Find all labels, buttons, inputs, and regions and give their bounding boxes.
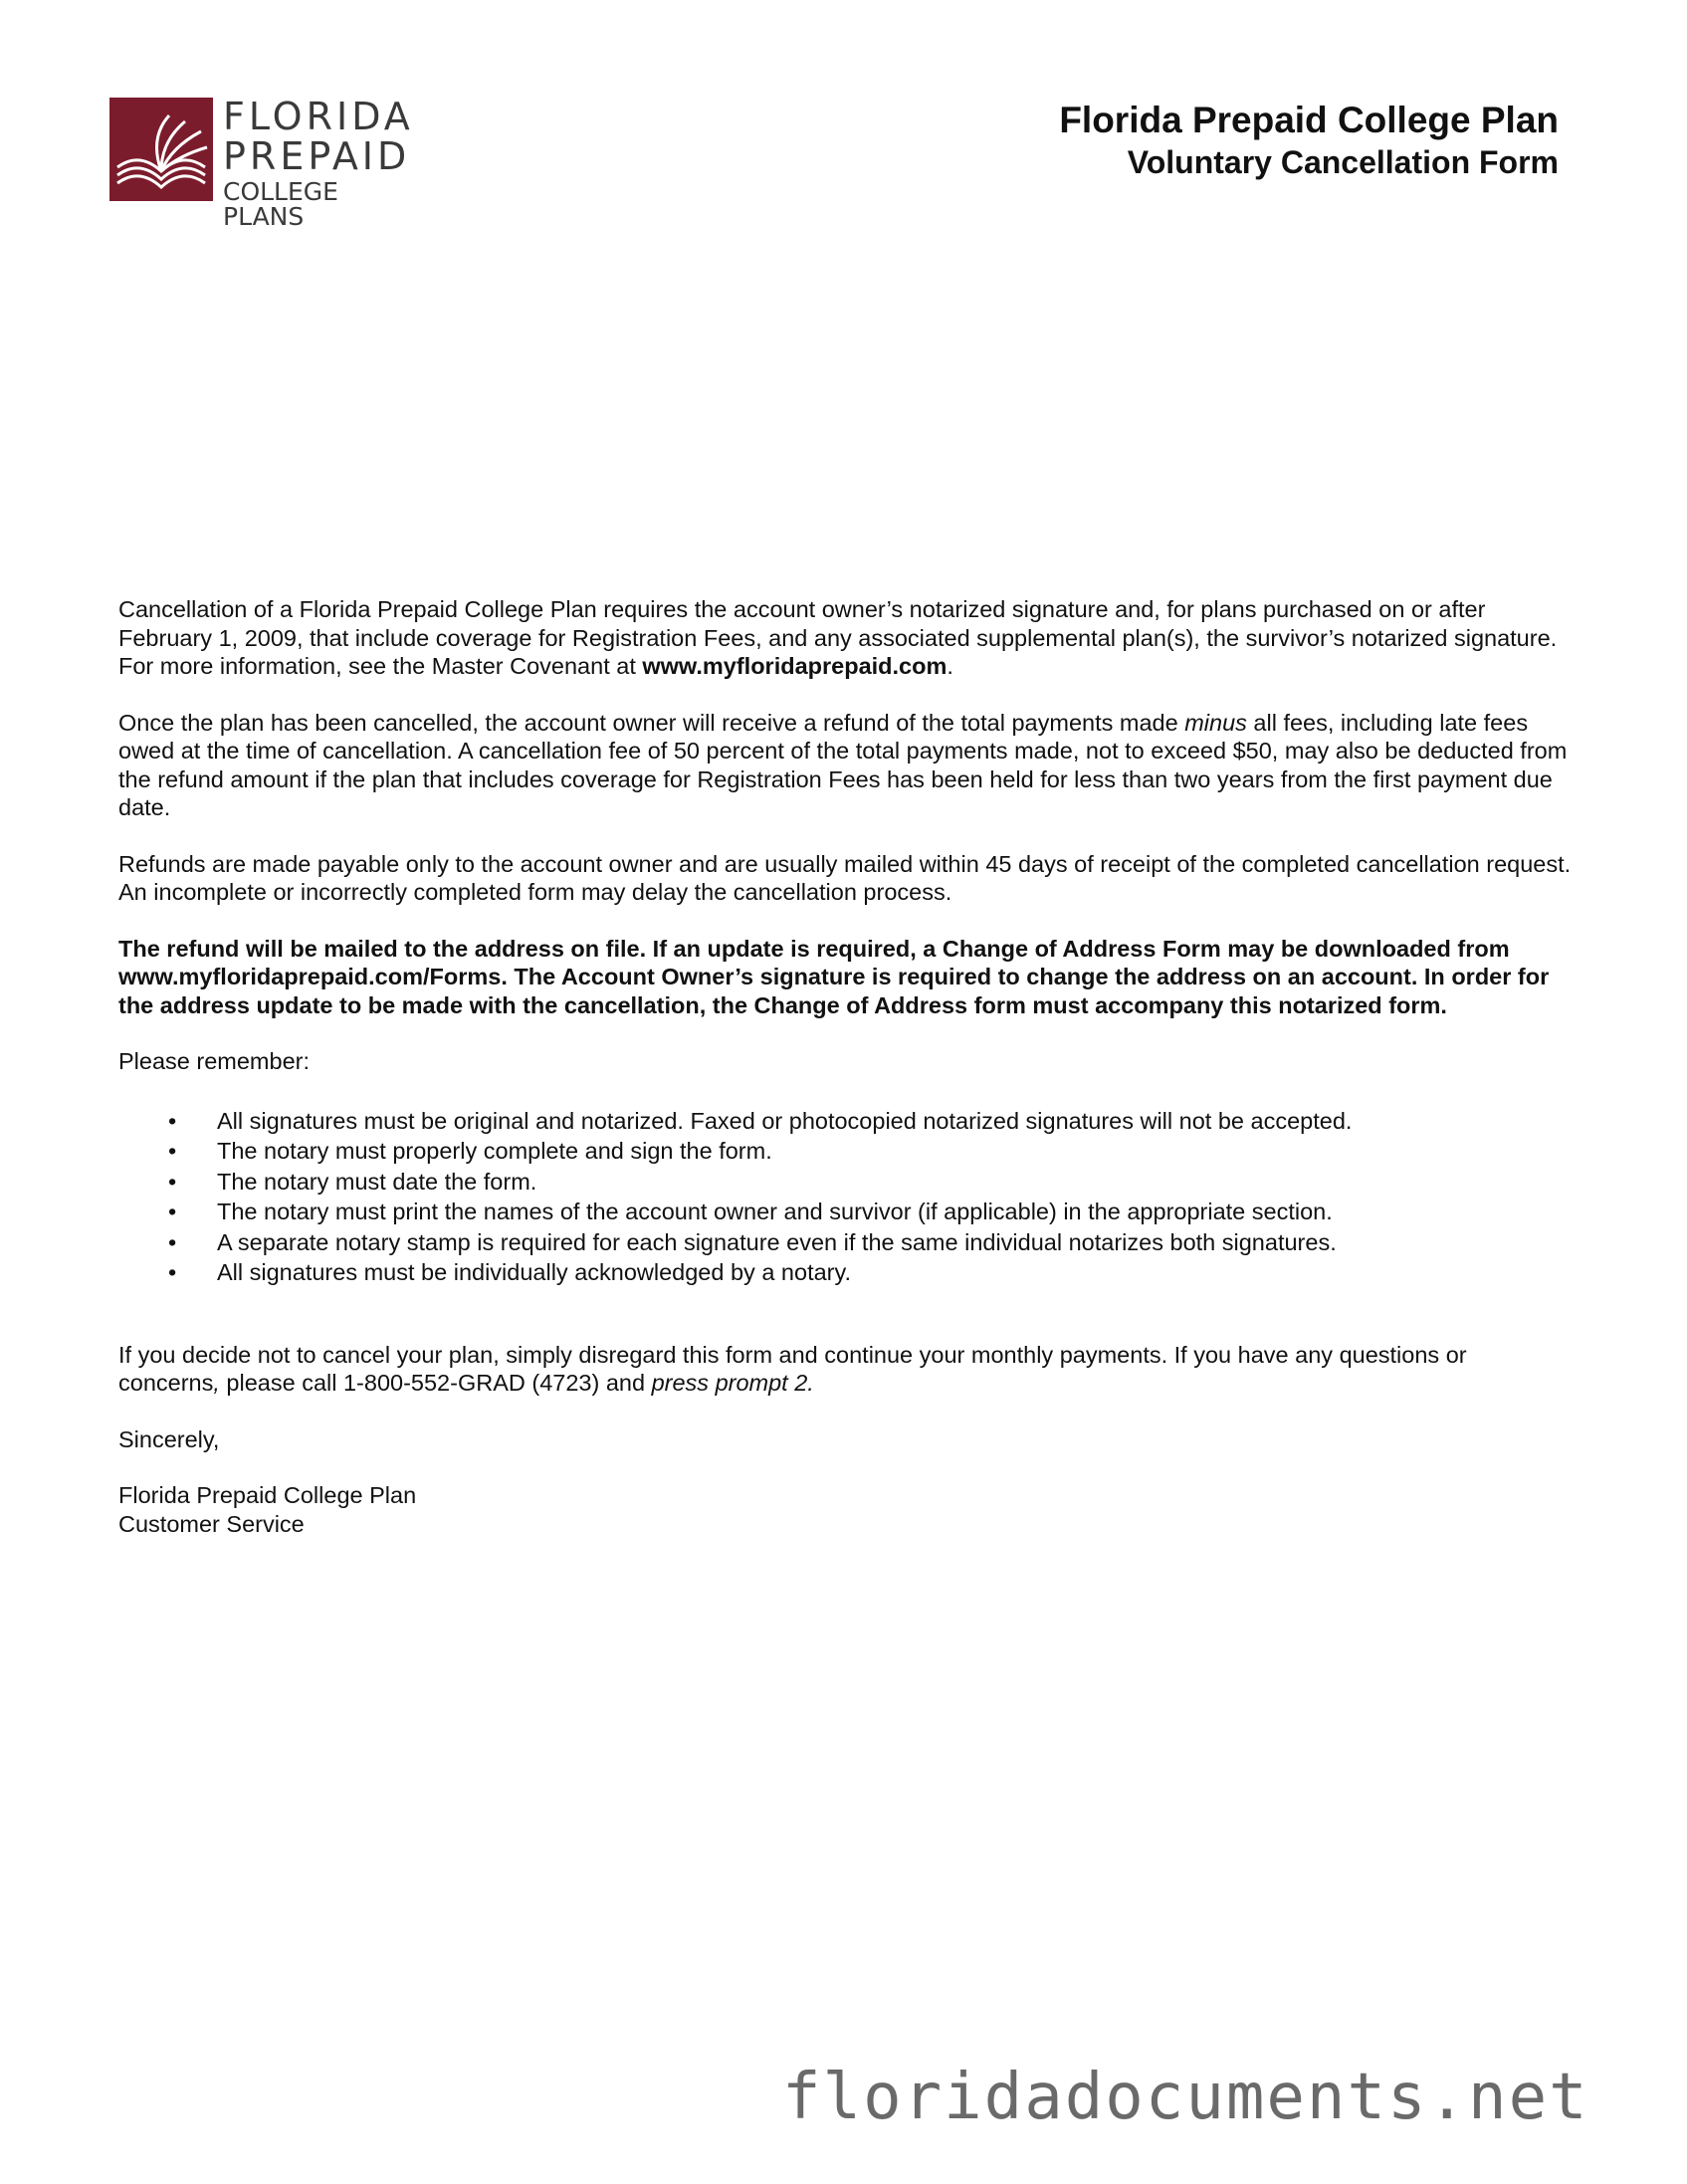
requirements-list [118,1106,1572,1288]
logo-line-florida: FLORIDA [223,95,414,138]
list-item-text: All signatures must be original and notarized. Faxed or photocopied notarized signatures will not be accepted. [217,1107,1353,1134]
please-remember-label: Please remember: [118,1048,310,1074]
logo-line-prepaid: PREPAID [223,134,411,178]
list-item [118,1197,1572,1227]
list-item [118,1136,1572,1167]
bullet-icon: • [168,1259,177,1285]
bullet-icon: • [168,1168,177,1195]
paragraph-2-emphasis: minus [1184,709,1247,736]
open-book-logo-icon [109,98,213,201]
form-header [1059,100,1559,180]
signature-line-organization: Florida Prepaid College Plan [118,1482,417,1508]
paragraph-5-before: If you decide not to cancel your plan, simply disregard this form and continue your monthly payments. If you have any questions or concerns [118,1341,1467,1396]
list-item-text: A separate notary stamp is required for each signature even if the same individual notarizes both signatures. [217,1228,1337,1255]
list-item-text: The notary must date the form. [217,1168,537,1195]
form-subtitle: Voluntary Cancellation Form [1127,143,1559,180]
form-title: Florida Prepaid College Plan [1059,100,1559,140]
list-item [118,1257,1572,1288]
signature-block [118,1481,1572,1538]
list-item [118,1106,1572,1137]
list-item-text: The notary must properly complete and sign the form. [217,1138,772,1164]
paragraph-1-text: Cancellation of a Florida Prepaid College Plan requires the account owner’s notarized signature and, for plans purchased on or after February 1, 2009, that include coverage for Registration Fees, and any associated supplemental plan(s), the survivor’s notarized signature. For more information, see the Master Covenant at [118,596,1558,679]
list-item-text: All signatures must be individually acknowledged by a notary. [217,1259,852,1285]
list-item [118,1167,1572,1198]
list-item [118,1227,1572,1258]
site-watermark: floridadocuments.net [782,2061,1589,2134]
bullet-icon: • [168,1138,177,1164]
paragraph-address-notice: The refund will be mailed to the address on file. If an update is required, a Change of Address Form may be downloaded from www.myfloridaprepaid.com/Forms. The Account Owner’s signature is required to change the address on an account. In order for the address update to be made with the cancellation, the Change of Address form must accompany this notarized form. [118,935,1550,1018]
logo-wordmark [223,95,418,231]
florida-prepaid-logo [109,95,418,231]
bullet-icon: • [168,1107,177,1134]
paragraph-questions [118,1341,1572,1398]
press-prompt-text: press prompt 2. [651,1370,814,1396]
bullet-icon: • [168,1199,177,1224]
bullet-icon: • [168,1228,177,1255]
list-item-text: The notary must print the names of the account owner and survivor (if applicable) in the appropriate section. [217,1199,1333,1224]
paragraph-2-before: Once the plan has been cancelled, the account owner will receive a refund of the total payments made [118,709,1185,736]
master-covenant-link[interactable]: www.myfloridaprepaid.com [642,653,948,679]
closing-salutation: Sincerely, [118,1425,220,1452]
signature-line-department: Customer Service [118,1510,305,1537]
paragraph-5-comma: , [213,1370,220,1396]
paragraph-refund-payment: Refunds are made payable only to the account owner and are usually mailed within 45 days of receipt of the completed cancellation request. An incomplete or incorrectly completed form may delay the cancellation process. [118,850,1572,905]
paragraph-5-middle: please call 1-800-552-GRAD (4723) and [219,1370,652,1396]
paragraph-cancellation-requirements [118,595,1572,681]
paragraph-1-end: . [947,653,953,679]
letter-body [118,595,1572,1538]
logo-line-college-plans: COLLEGE PLANS [223,177,338,231]
paragraph-2-after: all fees, including late fees owed at the time of cancellation. A cancellation fee of 50 percent of the total payments made, not to exceed $50, may also be deducted from the refund amount if the plan that includes coverage for Registration Fees has been held for less than two years from the first payment due date. [118,709,1568,820]
paragraph-refund-terms [118,709,1572,822]
